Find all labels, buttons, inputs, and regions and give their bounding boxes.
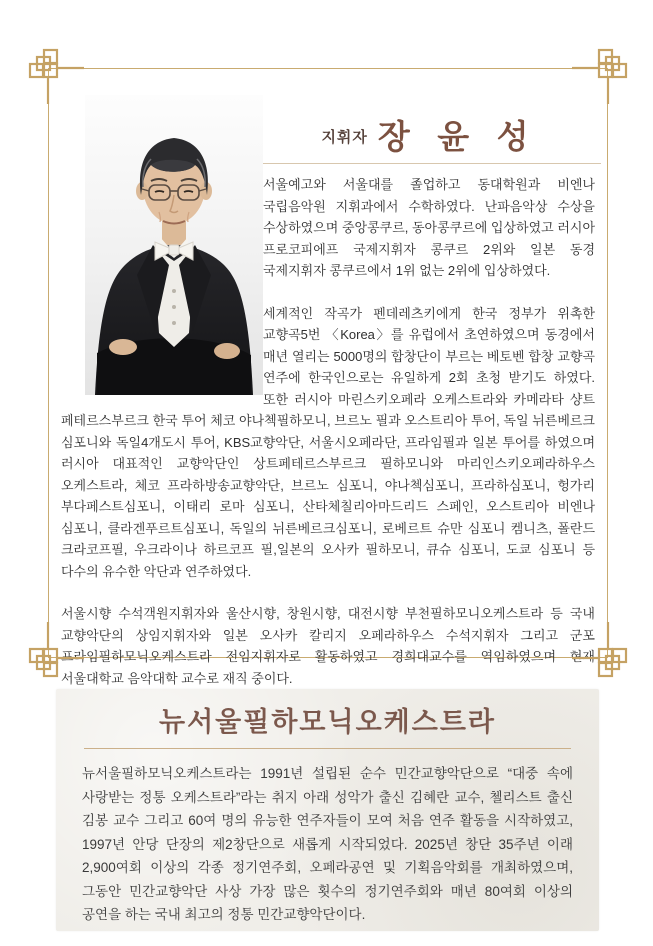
conductor-bio-paragraph-2: 세계적인 작곡가 펜데레츠키에게 한국 정부가 위촉한 교향곡5번 〈Korea〉를 유럽에서 초연하였으며 동경에서 매년 열리는 5000명의 합창단이 부르는 베토벤 합창 교향곡 연주에 한국인으로는 유일하게 2회 초청 받기도 하였다. 또한 러시아 마린스키오페라 오케스트라와 카메라타 샹트 페테르스부르크 한국 투어 체코 야나첵필하모니, 브르노 필과 오스트리아 투어, 독일 뉘른베르크 심포니와 독일4개도시 투어, KBS교향악단, 서울시오페라단, 프라임필과 일본 투어를 하였으며 러시아 대표적인 교향악단인 상트페테르스부르크 필하모니와 마리인스키오페라하우스 오케스트라, 체코 프라하방송교향악단, 브르노 심포니, 야나첵심포니, 프라하심포니, 헝가리 부다페스트심포니, 이태리 로마 심포니, 산타체칠리아마드리드 스페인, 오스트리아 비엔나 심포니, 클라겐푸르트심포니, 독일의 뉘른베르크심포니, 로베르트 슈만 심포니 켐니츠, 폴란드 크라코프필, 우크라이나 하르코프 필,일본의 오사카 필하모니, 큐슈 심포니, 도쿄 심포니 등 다수의 유수한 악단과 연주하였다. bbox=[61, 305, 595, 579]
conductor-bio-paragraph-1: 서울예고와 서울대를 졸업하고 동대학원과 비엔나 국립음악원 지휘과에서 수학하였다. 난파음악상 수상을 수상하였으며 중앙콩쿠르, 동아콩쿠르에 입상하였고 러시아 프로코피에프 국제지휘자 콩쿠르 2위와 일본 동경 국제지휘자 콩쿠르에서 1위 없는 2위에 입상하였다. bbox=[263, 177, 596, 278]
conductor-name: 장 윤 성 bbox=[377, 117, 537, 156]
conductor-title-prefix: 지휘자 bbox=[321, 129, 368, 146]
conductor-frame bbox=[48, 68, 608, 686]
orchestra-description: 뉴서울필하모닉오케스트라는 1991년 설립된 순수 민간교향악단으로 “대중 속에 사랑받는 정통 오케스트라”라는 취지 아래 성악가 출신 김혜란 교수, 첼리스트 출신 김봉 교수 그리고 60여 명의 유능한 연주자들이 모여 처음 연주 활동을 시작하였고, 1997년 안당 단장의 제2창단으로 새롭게 시작되었다. 2025년 창단 35주년 이래 2,900여회 이상의 각종 정기연주회, 오페라공연 및 기획음악회를 개최하였으며, 그동안 민간교향악단 사상 가장 많은 횟수의 정기연주회와 매년 80여회 이상의 공연을 하는 국내 최고의 정통 민간교향악단이다. bbox=[82, 766, 573, 922]
conductor-photo bbox=[85, 95, 263, 395]
orchestra-title-divider bbox=[84, 748, 571, 749]
orchestra-panel bbox=[56, 689, 599, 931]
orchestra-title: 뉴서울필하모닉오케스트라 bbox=[159, 707, 496, 737]
conductor-bio-paragraph-3: 서울시향 수석객원지휘자와 울산시향, 창원시향, 대전시향 부천필하모니오케스트라 등 국내 교향악단의 상임지휘자와 일본 오사카 칼리지 오페라하우스 수석지휘자 그리고 군포 프라임필하모닉오케스트라 전임지휘자로 활동하였고 경희대교수를 역임하였으며 현재 서울대학교 음악대학 교수로 재직 중이다. bbox=[61, 606, 595, 686]
